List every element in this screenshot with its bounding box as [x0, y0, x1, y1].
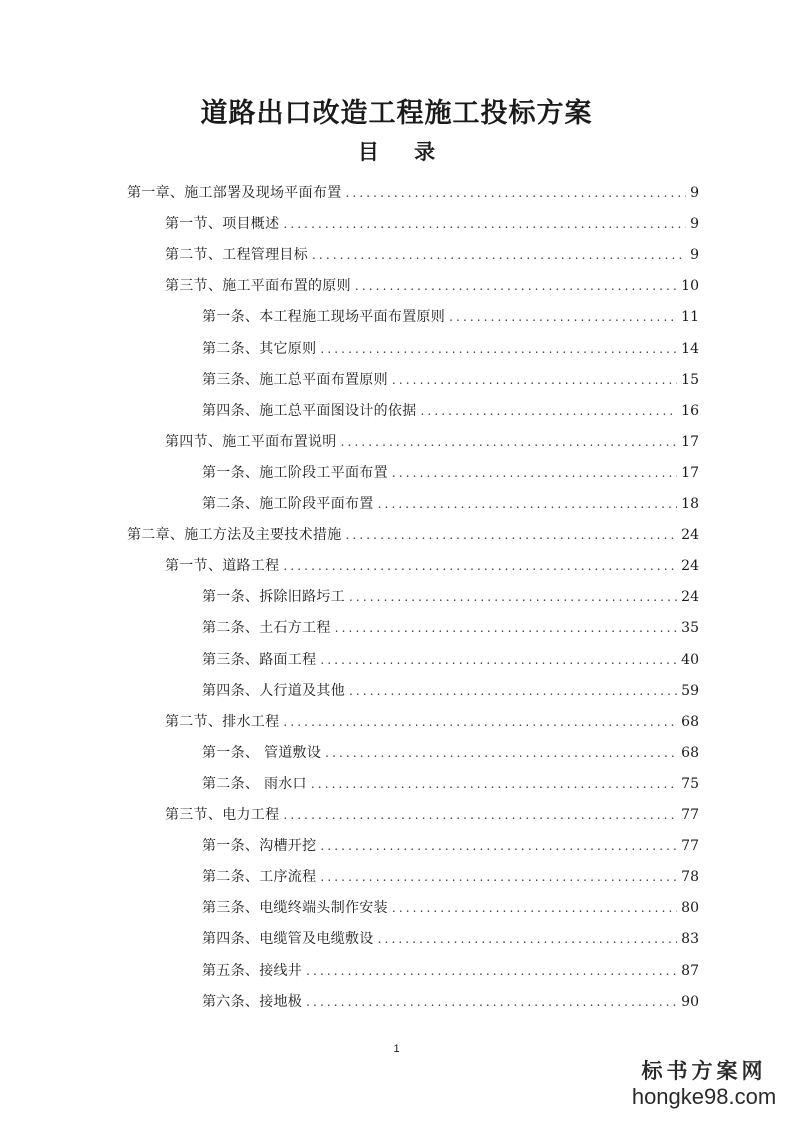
toc-dot-leader [392, 893, 677, 924]
toc-entry[interactable] [202, 582, 699, 613]
toc-dot-leader [378, 924, 678, 955]
toc-dot-leader [346, 520, 678, 551]
toc-entry-label: 第二章、施工方法及主要技术措施 [127, 527, 342, 544]
toc-entry[interactable] [202, 365, 699, 396]
toc-entry-label: 第一条、拆除旧路圬工 [202, 589, 345, 606]
toc-entry-page-number: 59 [681, 682, 699, 699]
toc-entry[interactable] [165, 209, 699, 240]
toc-entry-label: 第四条、施工总平面图设计的依据 [202, 402, 417, 419]
toc-entry-page-number: 15 [681, 371, 699, 388]
toc-dot-leader [320, 645, 677, 676]
toc-entry[interactable] [202, 893, 699, 924]
toc-dot-leader [449, 302, 677, 333]
toc-dot-leader [341, 427, 678, 458]
toc-dot-leader [283, 551, 677, 582]
toc-dot-leader [378, 489, 678, 520]
toc-entry[interactable] [202, 396, 699, 427]
toc-dot-leader [346, 178, 687, 209]
toc-entry-label: 第一节、道路工程 [165, 558, 280, 575]
toc-entry[interactable] [165, 800, 699, 831]
toc-entry-page-number: 87 [681, 962, 699, 979]
toc-entry-page-number: 35 [681, 620, 699, 637]
toc-entry-label: 第五条、接线井 [202, 962, 303, 979]
toc-entry-page-number: 77 [681, 807, 699, 823]
toc-dot-leader [283, 209, 686, 240]
toc-entry-page-number: 75 [681, 775, 699, 792]
watermark-url-text: hongke98.com [631, 1084, 777, 1109]
toc-entry-label: 第二条、 雨水口 [202, 775, 307, 792]
toc-dot-leader [306, 987, 677, 1018]
toc-entry-label: 第一章、施工部署及现场平面布置 [127, 185, 342, 201]
toc-dot-leader [312, 240, 686, 271]
toc-entry[interactable] [202, 676, 699, 707]
toc-entry-label: 第三条、施工总平面布置原则 [202, 371, 388, 388]
toc-dot-leader [311, 769, 677, 800]
toc-entry[interactable] [202, 489, 699, 520]
toc-entry-page-number: 9 [690, 185, 699, 201]
toc-entry-page-number: 83 [681, 931, 699, 948]
toc-entry[interactable] [202, 956, 699, 987]
toc-entry-page-number: 16 [681, 402, 699, 419]
page-number: 1 [393, 1043, 400, 1055]
toc-entry-page-number: 80 [681, 900, 699, 917]
toc-entry-label: 第四条、电缆管及电缆敷设 [202, 931, 374, 948]
toc-entry-label: 第二条、土石方工程 [202, 620, 331, 637]
toc-dot-leader [283, 707, 677, 738]
toc-dot-leader [355, 271, 677, 302]
toc-entry[interactable] [165, 427, 699, 458]
toc-entry-page-number: 17 [681, 464, 699, 481]
toc-entry-page-number: 78 [681, 869, 699, 886]
toc-entry-label: 第一条、施工阶段工平面布置 [202, 464, 388, 481]
toc-dot-leader [392, 458, 677, 489]
document-title: 道路出口改造工程施工投标方案 [200, 98, 593, 129]
toc-entry[interactable] [202, 924, 699, 955]
toc-entry[interactable] [165, 271, 699, 302]
toc-entry[interactable] [202, 302, 699, 333]
toc-entry-label: 第一条、本工程施工现场平面布置原则 [202, 309, 446, 326]
toc-entry[interactable] [202, 738, 699, 769]
toc-heading: 目 录 [357, 139, 450, 164]
toc-entry[interactable] [165, 707, 699, 738]
toc-entry-label: 第四节、施工平面布置说明 [165, 433, 337, 450]
toc-entry[interactable] [202, 862, 699, 893]
toc-dot-leader [349, 582, 677, 613]
toc-entry-label: 第三条、电缆终端头制作安装 [202, 900, 388, 917]
toc-dot-leader [325, 738, 677, 769]
toc-entry-page-number: 24 [681, 589, 699, 606]
toc-dot-leader [320, 862, 677, 893]
toc-entry-label: 第六条、接地极 [202, 993, 303, 1010]
toc-dot-leader [421, 396, 678, 427]
toc-entry[interactable] [165, 240, 699, 271]
site-watermark [629, 1058, 779, 1110]
toc-entry-page-number: 77 [681, 838, 699, 855]
toc-entry-page-number: 24 [681, 527, 699, 544]
toc-entry[interactable] [202, 645, 699, 676]
toc-entry-page-number: 40 [681, 651, 699, 668]
toc-dot-leader [306, 956, 677, 987]
toc-dot-leader [349, 676, 677, 707]
toc-entry-page-number: 14 [681, 340, 699, 357]
toc-entry-label: 第二节、排水工程 [165, 713, 280, 730]
toc-entry[interactable] [202, 458, 699, 489]
toc-entry-label: 第一条、沟槽开挖 [202, 838, 317, 855]
toc-dot-leader [392, 365, 677, 396]
toc-entry[interactable] [202, 334, 699, 365]
toc-entry-label: 第一节、项目概述 [165, 216, 280, 233]
toc-dot-leader [335, 613, 677, 644]
toc-entry-page-number: 9 [690, 247, 699, 264]
toc-entry[interactable] [202, 769, 699, 800]
watermark-chinese-text: 标书方案网 [641, 1058, 767, 1083]
toc-entry-page-number: 90 [681, 993, 699, 1010]
toc-entry-page-number: 18 [681, 496, 699, 512]
toc-entry-page-number: 24 [681, 558, 699, 575]
toc-entry[interactable] [202, 831, 699, 862]
toc-entry-page-number: 68 [681, 744, 699, 761]
toc-entry-page-number: 10 [681, 278, 699, 295]
toc-entry-page-number: 11 [681, 309, 699, 326]
toc-entry-label: 第三条、路面工程 [202, 651, 317, 668]
toc-entry-label: 第二条、施工阶段平面布置 [202, 496, 374, 512]
toc-entry[interactable] [165, 551, 699, 582]
toc-entry[interactable] [127, 520, 699, 551]
toc-dot-leader [320, 334, 677, 365]
toc-entry-page-number: 68 [681, 713, 699, 730]
toc-entry-label: 第二节、工程管理目标 [165, 247, 308, 264]
toc-entry-label: 第三节、施工平面布置的原则 [165, 278, 351, 295]
toc-entry-page-number: 17 [681, 433, 699, 450]
toc-entry-label: 第三节、电力工程 [165, 807, 280, 823]
toc-entry[interactable] [202, 987, 699, 1018]
toc-dot-leader [320, 831, 677, 862]
toc-entry[interactable] [202, 613, 699, 644]
toc-entry-label: 第二条、工序流程 [202, 869, 317, 886]
toc-entry-page-number: 9 [690, 216, 699, 233]
toc-entry-label: 第一条、 管道敷设 [202, 744, 322, 761]
toc-entry-label: 第四条、人行道及其他 [202, 682, 345, 699]
toc-entry-label: 第二条、其它原则 [202, 340, 317, 357]
toc-dot-leader [283, 800, 677, 831]
toc-entry[interactable] [127, 178, 699, 209]
